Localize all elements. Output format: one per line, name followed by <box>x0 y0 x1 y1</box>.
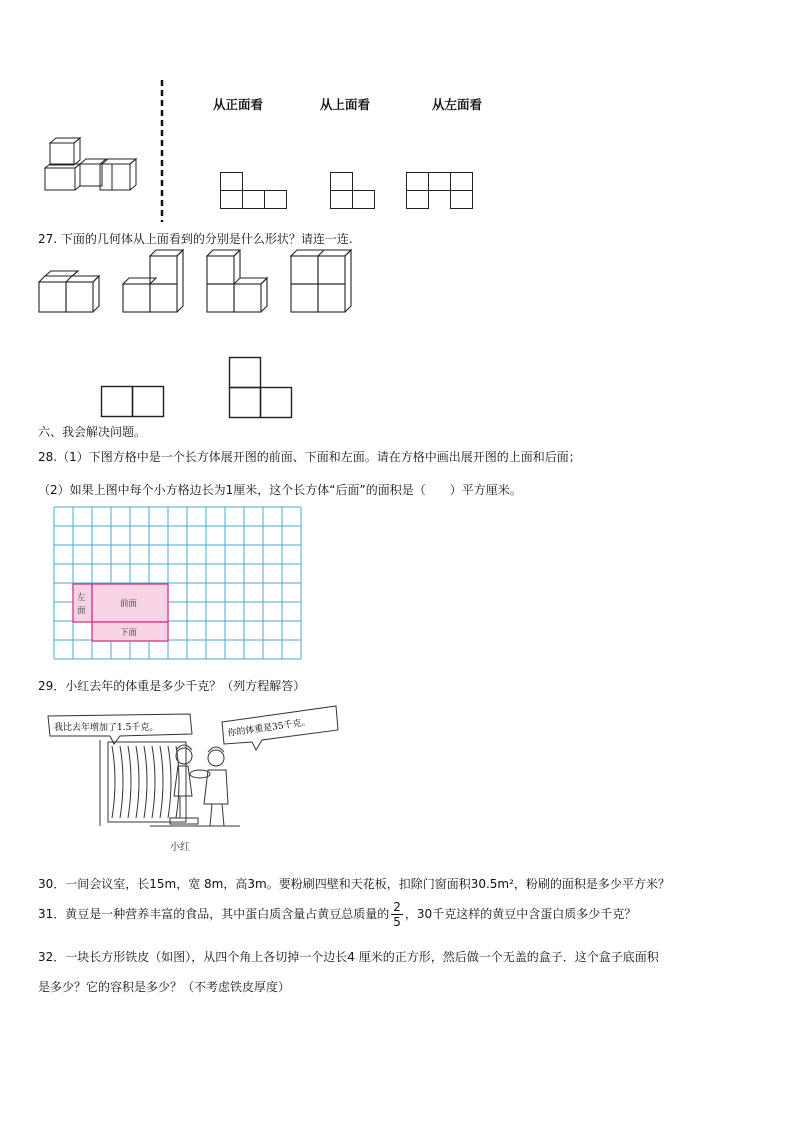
solid-d-figure <box>290 250 354 316</box>
front-view-shape <box>220 172 288 210</box>
fraction-numerator: 2 <box>393 900 401 914</box>
solid-c-figure <box>206 250 270 316</box>
face-left <box>73 584 92 622</box>
question-31-after: ，30千克这样的黄豆中含蛋白质多少千克？ <box>404 907 637 921</box>
face-left-label-2: 面 <box>77 606 86 616</box>
question-30-text: 30．一间会议室，长15m，宽 8m，高3m。要粉刷四壁和天花板，扣除门窗面积30.5m²，粉刷的面积是多少平方米？ <box>38 877 670 891</box>
solid-a-figure <box>38 240 102 315</box>
view-label-front: 从正面看 <box>213 97 264 112</box>
question-27-text: 27. 下面的几何体从上面看到的分别是什么形状？请连一连. <box>38 232 353 246</box>
view-label-top: 从上面看 <box>320 97 371 112</box>
answer-shape-l-three-squares <box>229 357 293 419</box>
question-32-line1: 32．一块长方形铁皮（如图），从四个角上各切掉一个边长4 厘米的正方形，然后做一个无盖的盒子．这个盒子底面积 <box>38 950 659 964</box>
left-view-shape <box>406 172 474 210</box>
view-label-left: 从左面看 <box>432 97 483 112</box>
face-front-label: 前面 <box>120 599 138 609</box>
fraction-two-fifths <box>391 900 403 929</box>
bubble-left-text: 我比去年增加了1.5千克。 <box>54 723 159 733</box>
unfolding-grid[interactable] <box>54 507 302 659</box>
question-28-line1: 28.（1）下图方格中是一个长方体展开图的前面、下面和左面。请在方格中画出展开图的上面和后面； <box>38 450 581 464</box>
weight-scene-illustration <box>40 700 340 858</box>
answer-shape-two-squares <box>101 386 165 418</box>
fraction-denominator: 5 <box>393 915 401 929</box>
section-6-title: 六、我会解决问题。 <box>38 425 147 439</box>
bubble-right-text: 你的体重是35千克。 <box>227 717 312 739</box>
question-31-before: 31．黄豆是一种营养丰富的食品，其中蛋白质含量占黄豆总质量的 <box>38 907 390 921</box>
top-view-shape <box>330 172 376 210</box>
caption-xiaohong: 小红 <box>170 842 190 853</box>
question-28-line2: （2）如果上图中每个小方格边长为1厘米，这个长方体“后面”的面积是（ ）平方厘米。 <box>38 483 522 497</box>
cube-solid-figure <box>40 138 145 198</box>
question-29-text: 29．小红去年的体重是多少千克？（列方程解答） <box>38 679 306 693</box>
dashed-divider <box>160 80 164 222</box>
face-bottom-label: 下面 <box>120 628 138 638</box>
question-31-text <box>38 900 636 929</box>
solid-b-figure <box>122 250 186 316</box>
question-32-line2: 是多少？它的容积是多少？（不考虑铁皮厚度） <box>38 980 291 994</box>
face-left-label-1: 左 <box>77 593 86 603</box>
